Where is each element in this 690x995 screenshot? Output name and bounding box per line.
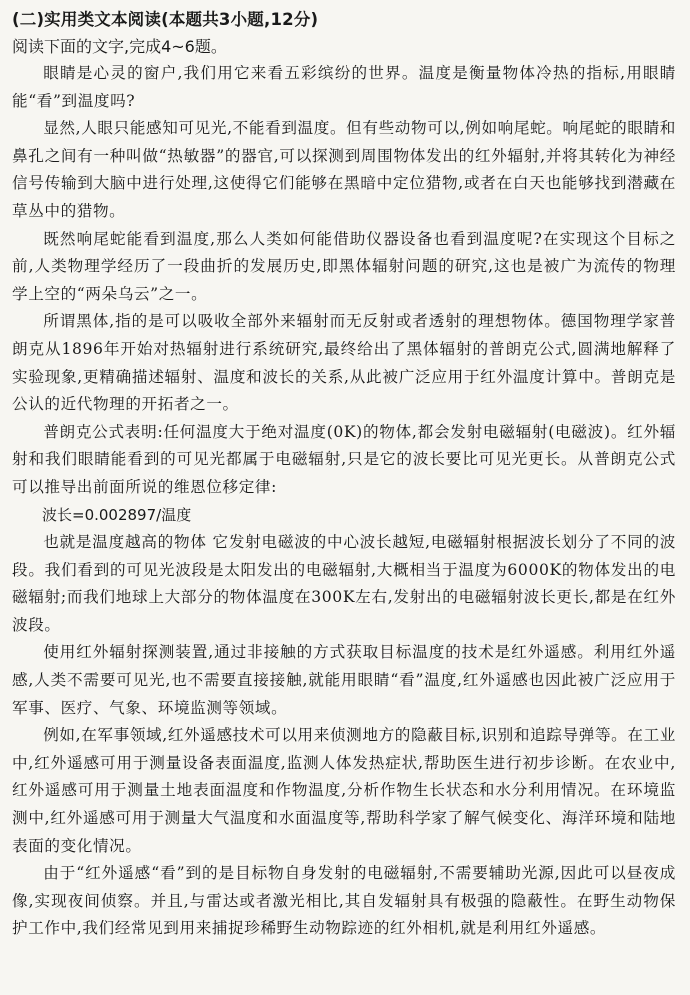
paragraph-2: 显然,人眼只能感知可见光,不能看到温度。但有些动物可以,例如响尾蛇。响尾蛇的眼睛和鼻孔之间有一种叫做“热敏器”的器官,可以探测到周围物体发出的红外辐射,并将其转化为神经信号传输到大脑中进行处理,这使得它们能够在黑暗中定位猎物,或者在白天也能够找到潜藏在草丛中的猎物。 xyxy=(12,119,676,220)
paragraph-1: 眼睛是心灵的窗户,我们用它来看五彩缤纷的世界。温度是衡量物体冷热的指标,用眼睛能“看”到温度吗? xyxy=(12,64,676,110)
paragraph-4: 所谓黑体,指的是可以吸收全部外来辐射而无反射或者透射的理想物体。德国物理学家普朗克从1896年开始对热辐射进行系统研究,最终给出了黑体辐射的普朗克公式,圆满地解释了实验现象,更精确描述辐射、温度和波长的关系,从此被广泛应用于红外温度计算中。普朗克是公认的近代物理的开拓者之一。 xyxy=(12,312,676,414)
section-header: (二)实用类文本阅读(本题共3小题,12分) xyxy=(12,10,319,29)
paragraph-7: 使用红外辐射探测装置,通过非接触的方式获取目标温度的技术是红外遥感。利用红外遥感,人类不需要可见光,也不需要直接接触,就能用眼睛“看”温度,红外遥感也因此被广泛应用于军事、医疗、气象、环境监测等领域。 xyxy=(12,643,676,717)
paragraph-3: 既然响尾蛇能看到温度,那么人类如何能借助仪器设备也看到温度呢?在实现这个目标之前,人类物理学经历了一段曲折的发展历史,即黑体辐射问题的研究,这也是被广为流传的物理学上空的“两朵乌云”之一。 xyxy=(12,229,676,303)
paragraph-5: 普朗克公式表明:任何温度大于绝对温度(0K)的物体,都会发射电磁辐射(电磁波)。红外辐射和我们眼睛能看到的可见光都属于电磁辐射,只是它的波长要比可见光更长。从普朗克公式可以推导出前面所说的维恩位移定律: xyxy=(12,422,676,496)
reading-instruction: 阅读下面的文字,完成4~6题。 xyxy=(12,37,227,56)
wien-formula: 波长=0.002897/温度 xyxy=(42,505,192,524)
paragraph-8: 例如,在军事领域,红外遥感技术可以用来侦测地方的隐蔽目标,识别和追踪导弹等。在工业中,红外遥感可用于测量设备表面温度,监测人体发热症状,帮助医生进行初步诊断。在农业中,红外遥感可用于测量土地表面温度和作物温度,分析作物生长状态和水分利用情况。在环境监测中,红外遥感可用于测量大气温度和水面温度等,帮助科学家了解气候变化、海洋环境和陆地表面的变化情况。 xyxy=(12,726,676,855)
paragraph-6: 也就是温度越高的物体 它发射电磁波的中心波长越短,电磁辐射根据波长划分了不同的波段。我们看到的可见光波段是太阳发出的电磁辐射,大概相当于温度为6000K的物体发出的电磁辐射;而我们地球上大部分的物体温度在300K左右,发射出的电磁辐射波长更长,都是在红外波段。 xyxy=(12,533,676,634)
paragraph-9: 由于“红外遥感“看”到的是目标物自身发射的电磁辐射,不需要辅助光源,因此可以昼夜成像,实现夜间侦察。并且,与雷达或者激光相比,其自发辐射具有极强的隐蔽性。在野生动物保护工作中,我们经常见到用来捕捉珍稀野生动物踪迹的红外相机,就是利用红外遥感。 xyxy=(12,864,676,938)
